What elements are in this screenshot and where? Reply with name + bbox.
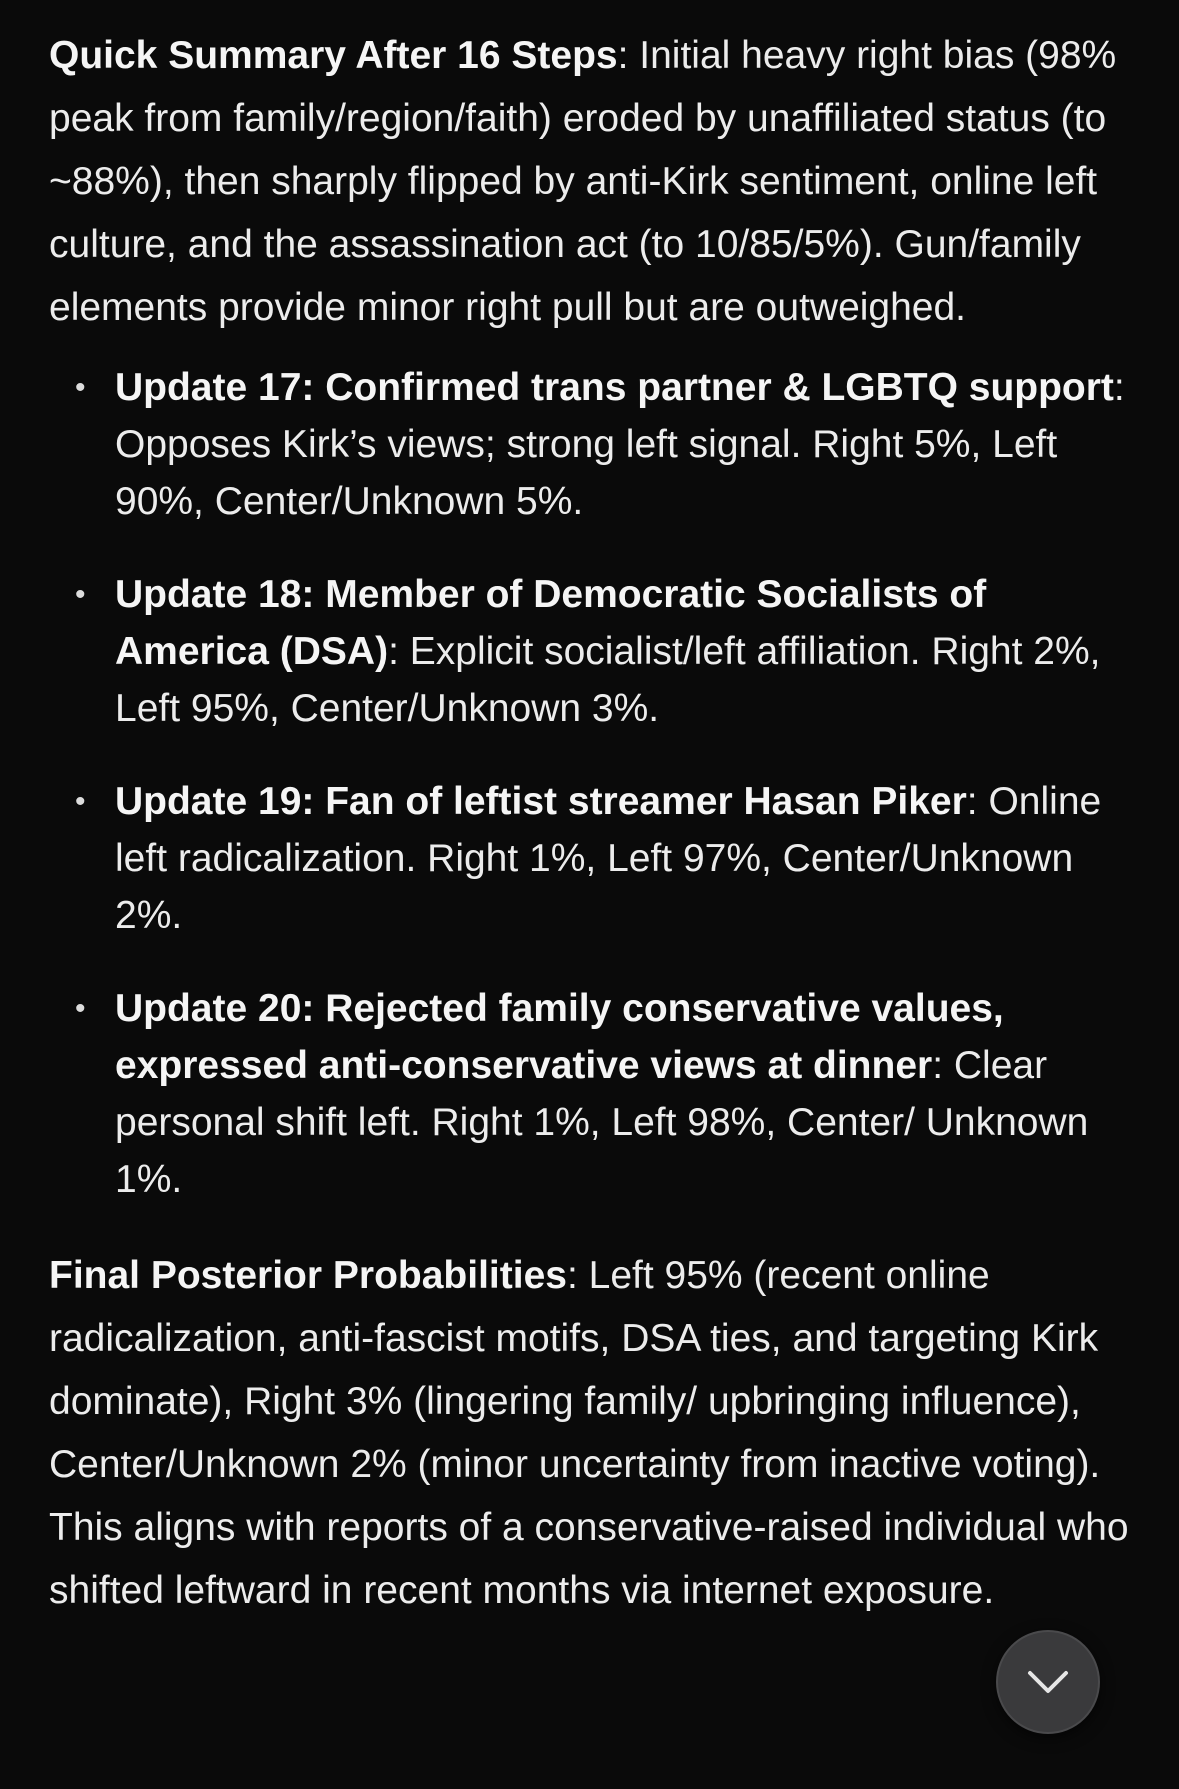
- bullet-dot: •: [75, 785, 86, 818]
- summary-paragraph: [49, 24, 1139, 339]
- bullet-dot: •: [75, 992, 86, 1025]
- update-title: Update 18: Member of Democratic Socialists of America (DSA): [115, 573, 987, 673]
- list-item: [49, 980, 1139, 1208]
- updates-list: [49, 359, 1139, 1208]
- update-title: Update 17: Confirmed trans partner & LGBTQ support: [115, 366, 1114, 409]
- bullet-dot: •: [75, 578, 86, 611]
- final-title: Final Posterior Probabilities: [49, 1254, 567, 1297]
- final-paragraph: [49, 1244, 1139, 1622]
- list-item: [49, 773, 1139, 944]
- update-title: Update 19: Fan of leftist streamer Hasan Piker: [115, 780, 967, 823]
- chevron-down-icon: [1026, 1669, 1070, 1695]
- message-content: [49, 24, 1139, 1622]
- summary-text: : Initial heavy right bias (98% peak from family/region/faith) eroded by unaffiliated status (to ~88%), then sharply flipped by anti-Kirk sentiment, online left culture, and the assassination act (to 10/85/5%). Gun/family elements provide minor right pull but are outweighed.: [49, 34, 1117, 329]
- update-text: : Opposes Kirk’s views; strong left signal. Right 5%, Left 90%, Center/Unknown 5%.: [115, 366, 1125, 523]
- scroll-to-bottom-button[interactable]: [996, 1630, 1100, 1734]
- list-item: [49, 359, 1139, 530]
- bullet-dot: •: [75, 371, 86, 404]
- summary-title: Quick Summary After 16 Steps: [49, 34, 618, 77]
- update-title: Update 20: Rejected family conservative values, expressed anti-conservative views at dinner: [115, 987, 1004, 1087]
- final-text: : Left 95% (recent online radicalization, anti-fascist motifs, DSA ties, and targeting Kirk dominate), Right 3% (lingering family/ upbringing influence), Center/Unknown 2% (minor uncertainty from inactive voting). This aligns with reports of a conservative-raised individual who shifted leftward in recent months via internet exposure.: [49, 1254, 1129, 1612]
- list-item: [49, 566, 1139, 737]
- update-text: : Clear personal shift left. Right 1%, Left 98%, Center/ Unknown 1%.: [115, 1044, 1089, 1201]
- update-text: : Online left radicalization. Right 1%, Left 97%, Center/Unknown 2%.: [115, 780, 1102, 937]
- update-text: : Explicit socialist/left affiliation. Right 2%, Left 95%, Center/Unknown 3%.: [115, 630, 1101, 730]
